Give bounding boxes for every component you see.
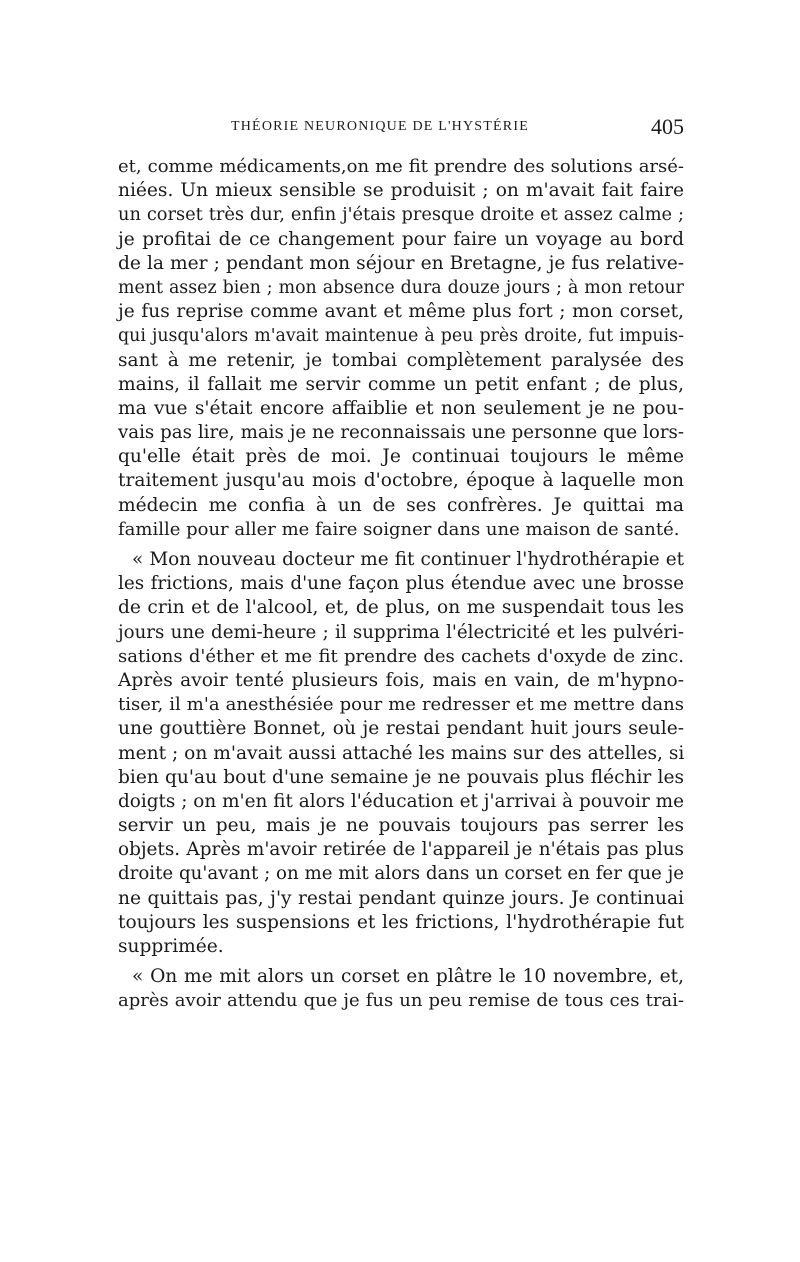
- text-line: de la mer ; pendant mon séjour en Bretagne, je fus relative-: [118, 252, 684, 274]
- running-head: [118, 114, 684, 144]
- text-line: traitement jusqu'au mois d'octobre, époque à laquelle mon: [118, 470, 684, 492]
- text-line: objets. Après m'avoir retirée de l'appareil je n'étais pas plus: [118, 839, 684, 861]
- page-number: 405: [651, 114, 684, 139]
- text-line: ment ; on m'avait aussi attaché les mains sur des attelles, si: [118, 742, 685, 764]
- text-line: mains, il fallait me servir comme un petit enfant ; de plus,: [118, 373, 684, 395]
- text-line: médecin me confia à un de ses confrères. Je quittai ma: [118, 494, 684, 516]
- text-line: un corset très dur, enfin j'étais presque droite et assez calme ;: [118, 204, 684, 226]
- text-line: les frictions, mais d'une façon plus étendue avec une brosse: [118, 573, 684, 595]
- text-line: je profitai de ce changement pour faire un voyage au bord: [118, 228, 684, 250]
- text-line: tiser, il m'a anesthésiée pour me redresser et me mettre dans: [118, 694, 684, 716]
- text-line: sations d'éther et me fit prendre des cachets d'oxyde de zinc.: [118, 645, 684, 667]
- text-line: « Mon nouveau docteur me fit continuer l'hydrothérapie et: [132, 549, 684, 570]
- text-line: après avoir attendu que je fus un peu remise de tous ces trai-: [118, 990, 684, 1012]
- paragraph: [118, 548, 684, 959]
- running-title: THÉORIE NEURONIQUE DE L'HYSTÉRIE: [231, 119, 529, 134]
- text-line: jours une demi-heure ; il supprima l'électricité et les pulvéri-: [118, 621, 684, 643]
- text-line: de crin et de l'alcool, et, de plus, on me suspendait tous les: [118, 597, 684, 619]
- text-line: supprimée.: [118, 936, 224, 957]
- text-line: qui jusqu'alors m'avait maintenue à peu près droite, fut impuis-: [118, 326, 684, 347]
- text-line: toujours les suspensions et les frictions, l'hydrothérapie fut: [118, 911, 684, 933]
- text-line: bien qu'au bout d'une semaine je ne pouvais plus fléchir les: [118, 766, 684, 788]
- text-line: sant à me retenir, je tombai complètement paralysée des: [118, 349, 684, 371]
- text-line: vais pas lire, mais je ne reconnaissais une personne que lors-: [118, 422, 684, 444]
- paragraph: [118, 155, 684, 542]
- text-line: Après avoir tenté plusieurs fois, mais en vain, de m'hypno-: [118, 669, 684, 691]
- text-line: servir un peu, mais je ne pouvais toujours pas serrer les: [118, 815, 684, 837]
- text-line: ma vue s'était encore affaiblie et non seulement je ne pou-: [118, 397, 684, 419]
- text-line: doigts ; on m'en fit alors l'éducation et j'arrivai à pouvoir me: [118, 790, 684, 812]
- text-line: famille pour aller me faire soigner dans une maison de santé.: [118, 518, 680, 540]
- text-line: droite qu'avant ; on me mit alors dans un corset en fer que je: [118, 863, 684, 885]
- text-line: « On me mit alors un corset en plâtre le 10 novembre, et,: [132, 966, 684, 988]
- paragraph: [118, 965, 684, 1013]
- text-line: je fus reprise comme avant et même plus fort ; mon corset,: [118, 301, 684, 323]
- body-text: [118, 155, 684, 1014]
- text-line: ne quittais pas, j'y restai pendant quinze jours. Je continuai: [118, 887, 684, 909]
- text-line: et, comme médicaments,on me fit prendre des solutions arsé-: [118, 156, 684, 177]
- text-line: qu'elle était près de moi. Je continuai toujours le même: [118, 446, 684, 468]
- text-line: ment assez bien ; mon absence dura douze jours ; à mon retour: [118, 277, 684, 298]
- text-line: niées. Un mieux sensible se produisit ; on m'avait fait faire: [118, 180, 684, 202]
- text-line: une gouttière Bonnet, où je restai pendant huit jours seule-: [118, 718, 684, 740]
